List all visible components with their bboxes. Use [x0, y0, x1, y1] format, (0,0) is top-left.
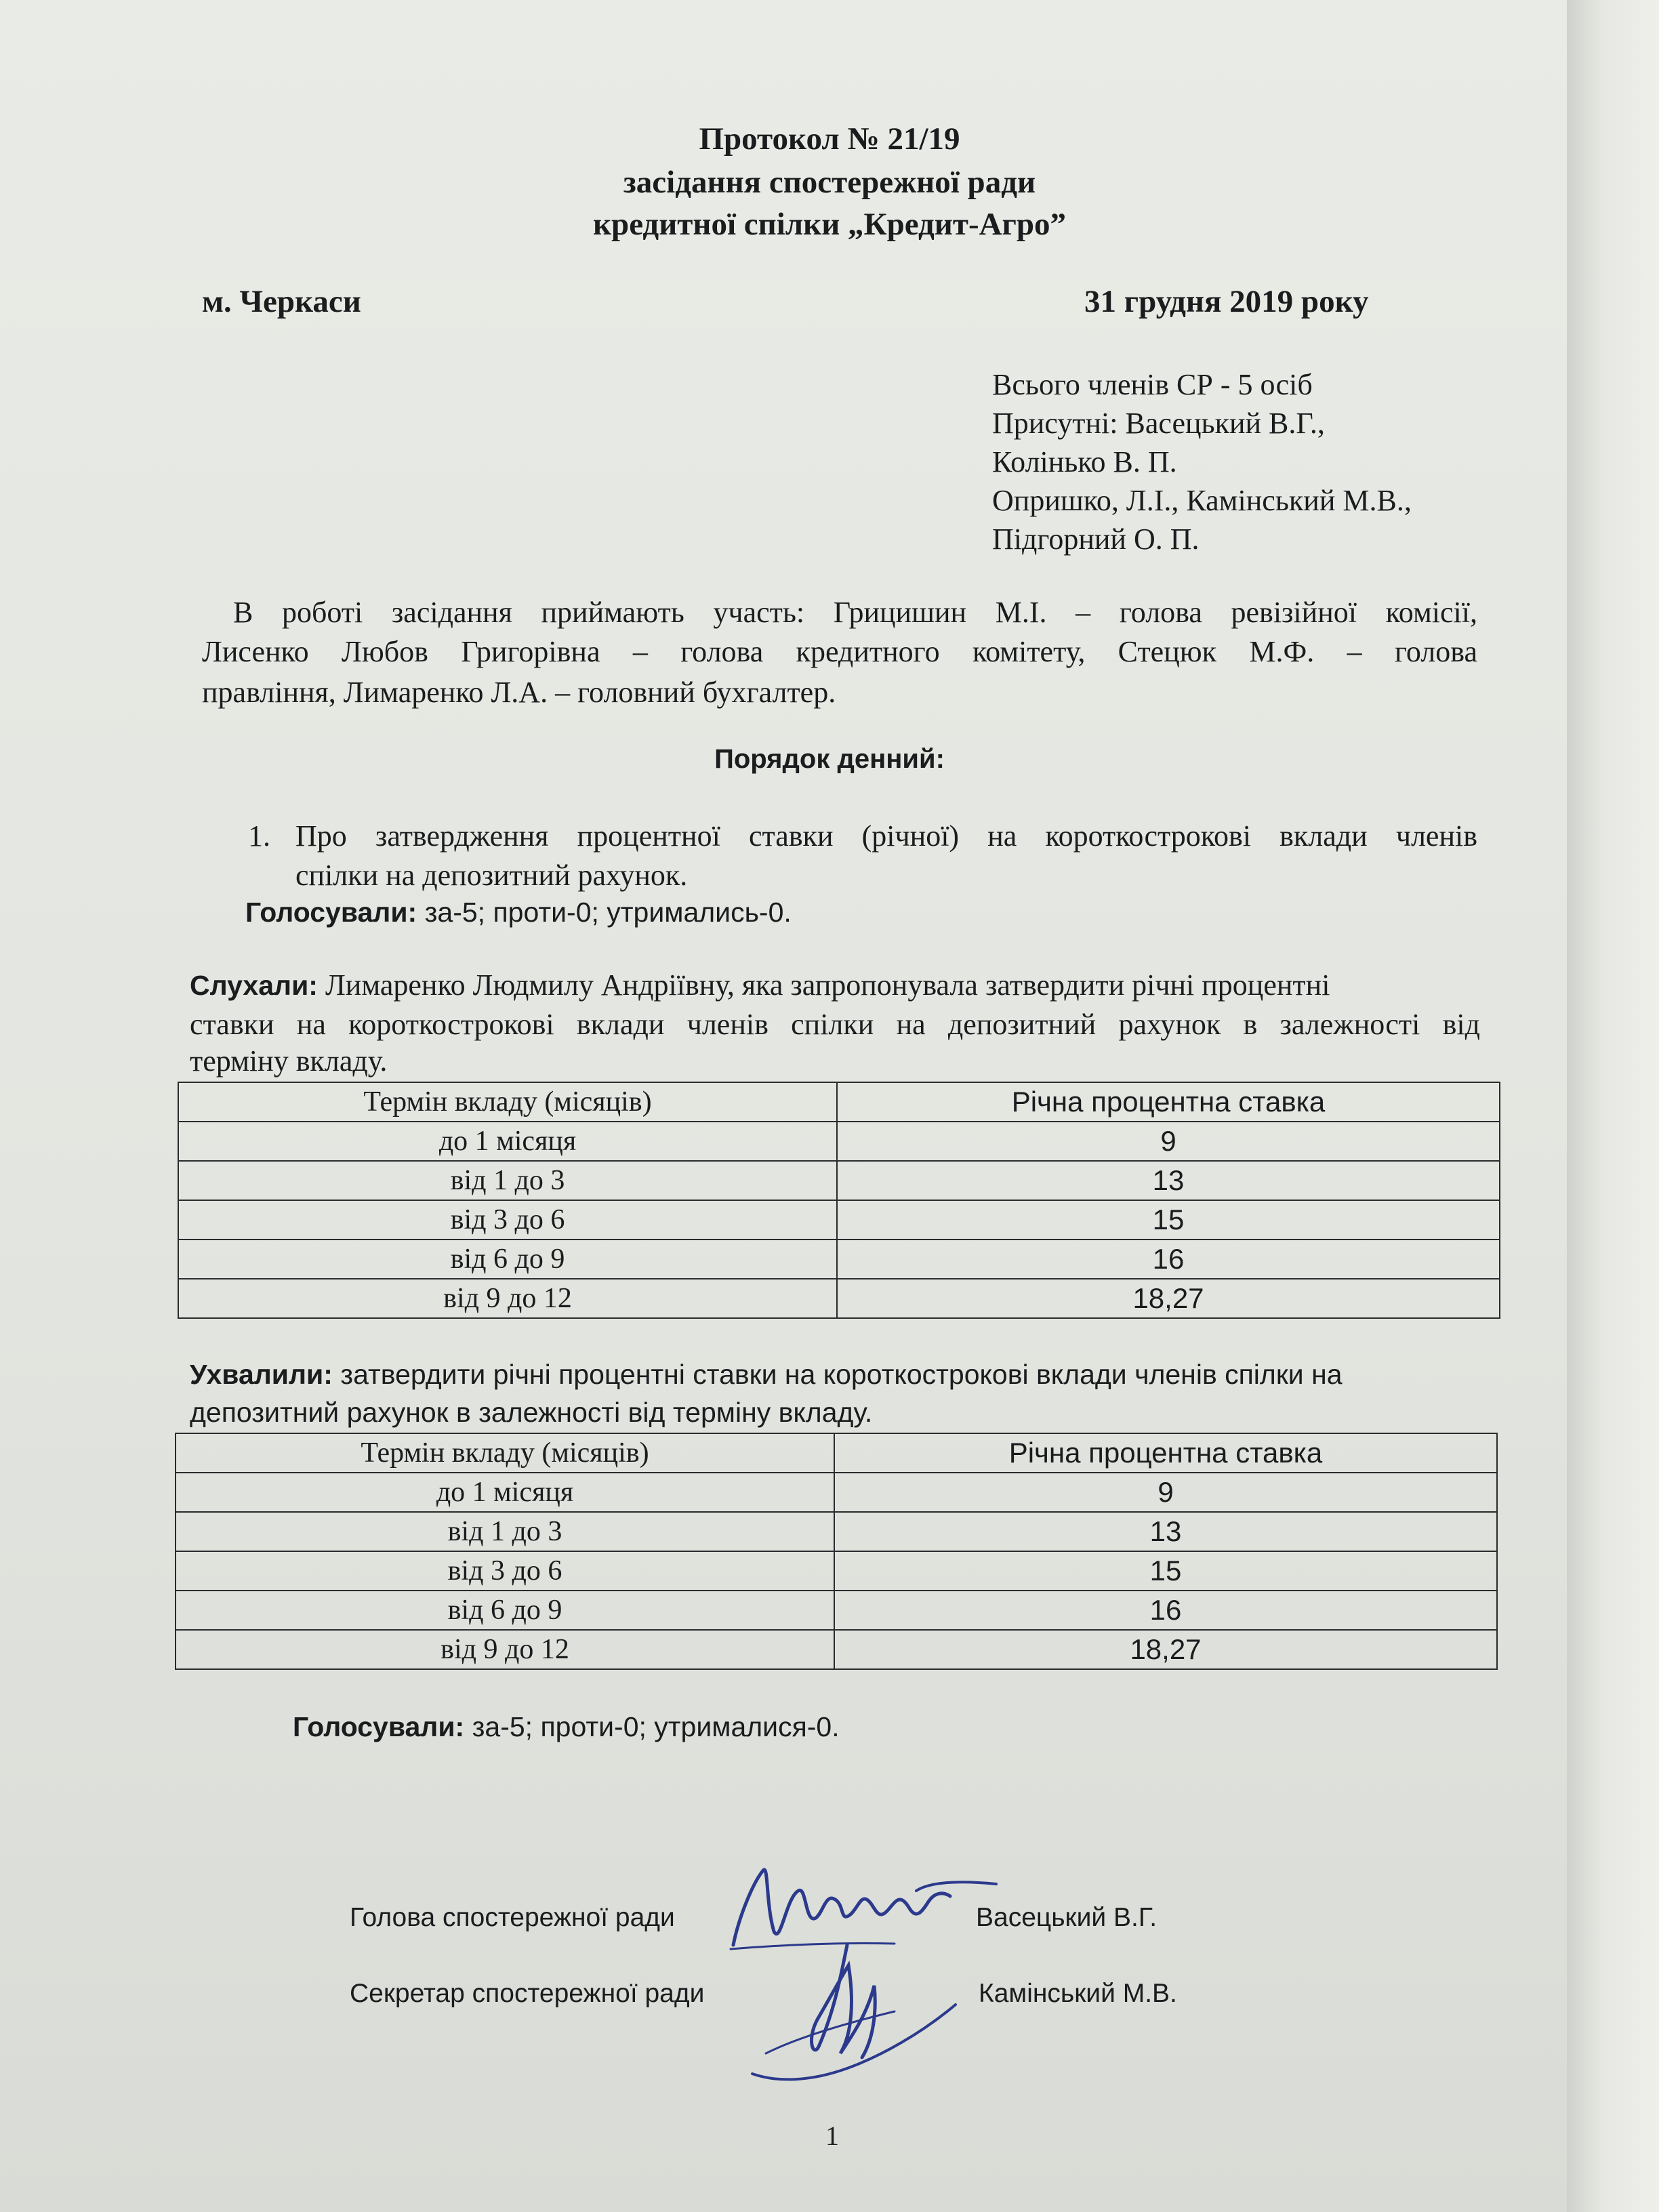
- attendance-member: Опришко, Л.І., Камінський М.В.,: [992, 484, 1412, 517]
- secretary-signature: [739, 1938, 962, 2087]
- attendance-member: Колінько В. П.: [992, 445, 1177, 478]
- resolved-line: депозитний рахунок в залежності від терміну вкладу.: [190, 1397, 873, 1428]
- chair-title: Голова спостережної ради: [350, 1903, 675, 1932]
- term-cell: від 3 до 6: [176, 1551, 834, 1591]
- vote-result: за-5; проти-0; утрималися-0.: [464, 1711, 840, 1742]
- document-date: 31 грудня 2019 року: [1084, 284, 1369, 319]
- table-row: [176, 1512, 1497, 1551]
- rate-cell: 9: [837, 1122, 1500, 1161]
- protocol-subtitle: засідання спостережної ради: [623, 165, 1036, 200]
- term-cell: від 3 до 6: [178, 1200, 837, 1240]
- table-row: [178, 1240, 1500, 1279]
- chair-name: Васецький В.Г.: [976, 1903, 1158, 1932]
- participants-line: В роботі засідання приймають участь: Грицишин М.І. – голова ревізійної комісії,: [233, 596, 1477, 629]
- rate-cell: 18,27: [834, 1630, 1497, 1669]
- term-cell: від 1 до 3: [178, 1161, 837, 1200]
- heard-line: [190, 965, 1330, 1006]
- table-header-row: [178, 1082, 1500, 1122]
- table-header-row: [176, 1433, 1497, 1473]
- approved-rates-table: [175, 1433, 1498, 1670]
- heard-line: ставки на короткострокові вклади членів спілки на депозитний рахунок в залежності від: [190, 1008, 1480, 1041]
- city: м. Черкаси: [202, 284, 361, 319]
- column-header-rate: Річна процентна ставка: [834, 1433, 1497, 1473]
- rate-cell: 16: [834, 1591, 1497, 1630]
- secretary-title: Секретар спостережної ради: [350, 1979, 705, 2008]
- term-cell: від 6 до 9: [178, 1240, 837, 1279]
- table-row: [178, 1161, 1500, 1200]
- participants-line: Лисенко Любов Григорівна – голова кредитного комітету, Стецюк М.Ф. – голова: [202, 635, 1477, 668]
- attendance-present: Присутні: Васецький В.Г.,: [992, 407, 1325, 440]
- resolved-line: [190, 1354, 1343, 1395]
- table-row: [176, 1473, 1497, 1512]
- resolved-label: Ухвалили:: [190, 1359, 333, 1390]
- final-vote: [293, 1706, 840, 1747]
- rate-cell: 9: [834, 1473, 1497, 1512]
- rate-cell: 18,27: [837, 1279, 1500, 1318]
- organization-name: кредитної спілки „Кредит-Агро”: [592, 207, 1067, 242]
- vote-label: Голосували:: [245, 897, 417, 928]
- column-header-term: Термін вкладу (місяців): [176, 1433, 834, 1473]
- term-cell: до 1 місяця: [178, 1122, 837, 1161]
- table-row: [176, 1630, 1497, 1669]
- rate-cell: 13: [834, 1512, 1497, 1551]
- rate-cell: 15: [837, 1200, 1500, 1240]
- attendance-total: Всього членів СР - 5 осіб: [992, 368, 1313, 401]
- rate-cell: 15: [834, 1551, 1497, 1591]
- secretary-name: Камінський М.В.: [979, 1979, 1177, 2008]
- page-number: 1: [825, 2121, 839, 2151]
- page-edge-shadow: [1567, 0, 1659, 2212]
- participants-line: правління, Лимаренко Л.А. – головний бухгалтер.: [202, 676, 836, 709]
- term-cell: від 1 до 3: [176, 1512, 834, 1551]
- vote-result: за-5; проти-0; утримались-0.: [417, 897, 792, 928]
- proposed-rates-table: [178, 1082, 1500, 1319]
- vote-label: Голосували:: [293, 1711, 465, 1742]
- rate-cell: 16: [837, 1240, 1500, 1279]
- term-cell: від 9 до 12: [176, 1630, 834, 1669]
- heard-line: терміну вкладу.: [190, 1044, 388, 1078]
- agenda-item-text: спілки на депозитний рахунок.: [295, 859, 688, 892]
- heard-label: Слухали:: [190, 970, 318, 1001]
- agenda-vote: [245, 892, 792, 933]
- table-row: [176, 1591, 1497, 1630]
- table-row: [178, 1279, 1500, 1318]
- agenda-item-text: Про затвердження процентної ставки (річної) на короткострокові вклади членів: [295, 819, 1477, 853]
- table-row: [176, 1551, 1497, 1591]
- rate-cell: 13: [837, 1161, 1500, 1200]
- agenda-heading: Порядок денний:: [714, 744, 945, 774]
- column-header-term: Термін вкладу (місяців): [178, 1082, 837, 1122]
- agenda-item-number: 1.: [248, 819, 270, 853]
- resolved-text: затвердити річні процентні ставки на короткострокові вклади членів спілки на: [332, 1359, 1343, 1390]
- table-row: [178, 1122, 1500, 1161]
- term-cell: від 9 до 12: [178, 1279, 837, 1318]
- term-cell: до 1 місяця: [176, 1473, 834, 1512]
- term-cell: від 6 до 9: [176, 1591, 834, 1630]
- heard-text: Лимаренко Людмилу Андріївну, яка запропонувала затвердити річні процентні: [317, 968, 1330, 1002]
- table-row: [178, 1200, 1500, 1240]
- protocol-title: Протокол № 21/19: [699, 121, 960, 157]
- attendance-member: Підгорний О. П.: [992, 523, 1200, 556]
- column-header-rate: Річна процентна ставка: [837, 1082, 1500, 1122]
